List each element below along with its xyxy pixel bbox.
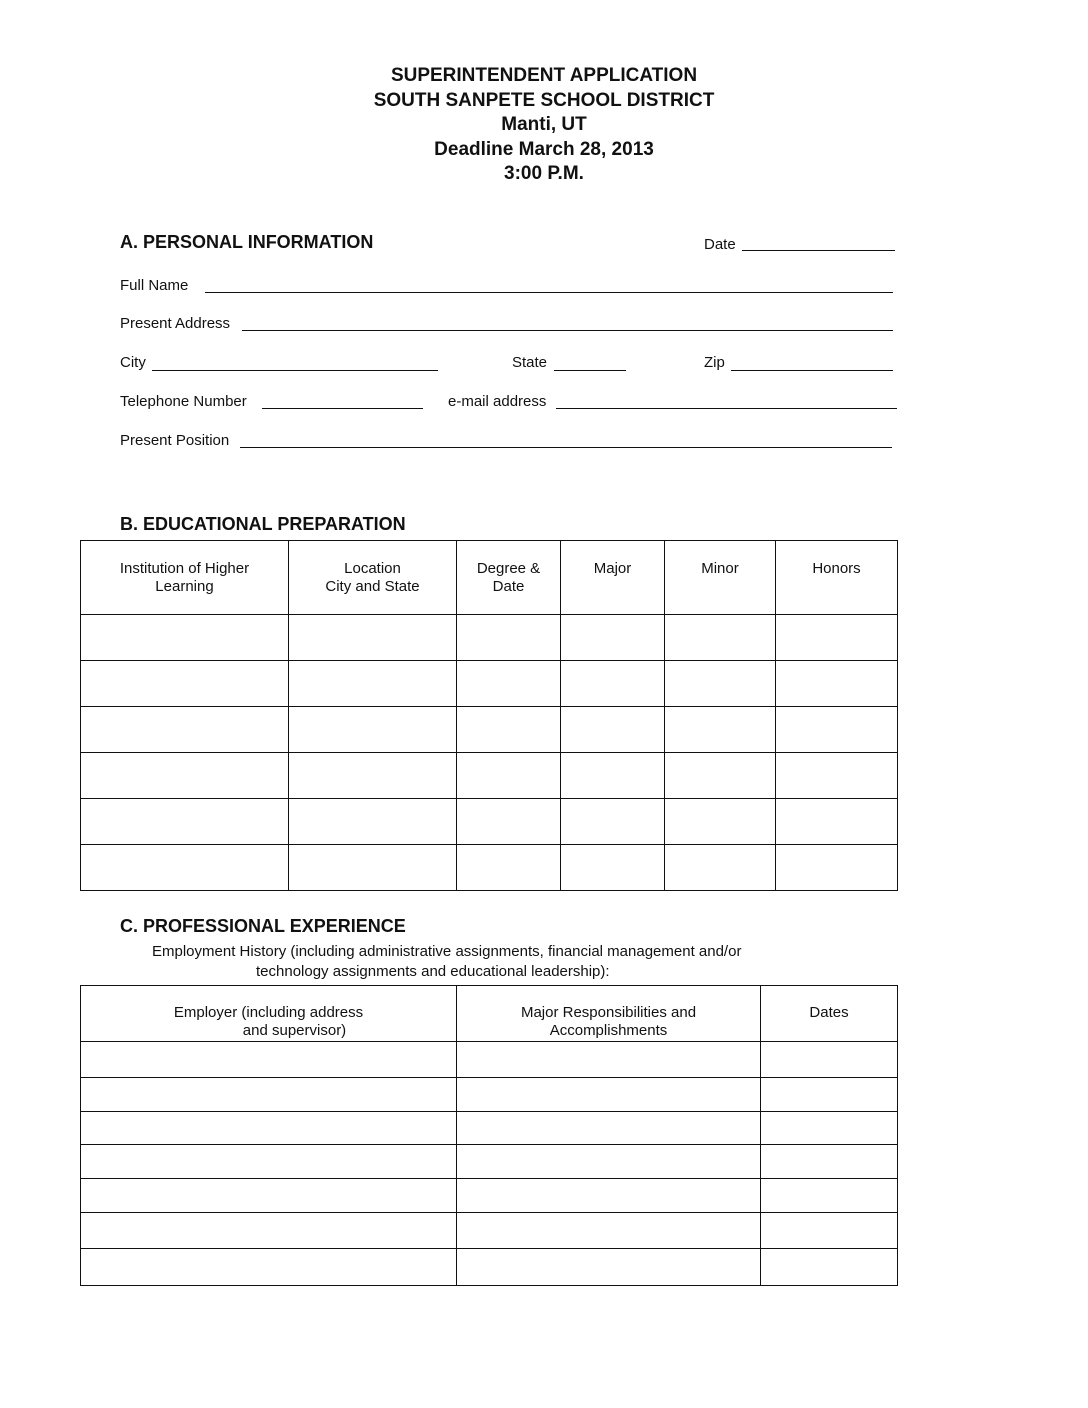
education-cell[interactable]: [289, 615, 457, 661]
present-position-label: Present Position: [120, 432, 230, 449]
education-cell[interactable]: [457, 799, 561, 845]
column-header-institution: Institution of Higher Learning: [81, 541, 289, 615]
employment-cell[interactable]: [457, 1042, 761, 1078]
education-row: [81, 753, 898, 799]
telephone-field[interactable]: [262, 408, 423, 409]
column-header-minor: Minor: [665, 541, 776, 615]
employment-cell[interactable]: [81, 1078, 457, 1112]
state-field[interactable]: [554, 370, 626, 371]
section-b-title: B. EDUCATIONAL PREPARATION: [120, 514, 406, 534]
education-cell[interactable]: [289, 799, 457, 845]
column-header-degree-date: Degree & Date: [457, 541, 561, 615]
employment-cell[interactable]: [81, 1042, 457, 1078]
education-cell[interactable]: [665, 707, 776, 753]
education-cell[interactable]: [81, 799, 289, 845]
education-header-row: [81, 541, 898, 615]
section-c-title: C. PROFESSIONAL EXPERIENCE: [120, 916, 406, 936]
education-cell[interactable]: [776, 799, 898, 845]
employment-cell[interactable]: [761, 1213, 898, 1249]
email-label: e-mail address: [448, 393, 547, 410]
education-cell[interactable]: [561, 845, 665, 891]
education-cell[interactable]: [561, 707, 665, 753]
education-cell[interactable]: [561, 799, 665, 845]
employment-cell[interactable]: [457, 1145, 761, 1179]
education-cell[interactable]: [81, 661, 289, 707]
employment-header-row: [81, 986, 898, 1042]
education-cell[interactable]: [289, 661, 457, 707]
section-c-subtitle-line1: Employment History (including administrative assignments, financial management and/or: [152, 943, 742, 960]
employment-cell[interactable]: [761, 1145, 898, 1179]
employment-row: [81, 1179, 898, 1213]
education-cell[interactable]: [81, 753, 289, 799]
education-cell[interactable]: [81, 615, 289, 661]
employment-row: [81, 1249, 898, 1286]
present-address-label: Present Address: [120, 315, 231, 332]
education-cell[interactable]: [457, 753, 561, 799]
education-row: [81, 707, 898, 753]
education-cell[interactable]: [81, 845, 289, 891]
education-cell[interactable]: [457, 707, 561, 753]
document-header: [0, 64, 1088, 187]
column-header-honors: Honors: [776, 541, 898, 615]
full-name-label: Full Name: [120, 277, 189, 294]
employment-cell[interactable]: [81, 1179, 457, 1213]
education-row: [81, 615, 898, 661]
education-cell[interactable]: [776, 615, 898, 661]
column-header-responsibilities: Major Responsibilities and Accomplishments: [457, 986, 761, 1042]
employment-cell[interactable]: [761, 1179, 898, 1213]
employment-cell[interactable]: [761, 1042, 898, 1078]
header-district: SOUTH SANPETE SCHOOL DISTRICT: [373, 89, 715, 111]
email-field[interactable]: [556, 408, 897, 409]
employment-cell[interactable]: [81, 1145, 457, 1179]
education-cell[interactable]: [561, 661, 665, 707]
education-cell[interactable]: [289, 845, 457, 891]
employment-cell[interactable]: [81, 1249, 457, 1286]
education-row: [81, 661, 898, 707]
column-header-location: Location City and State: [289, 541, 457, 615]
telephone-label: Telephone Number: [120, 393, 247, 410]
date-label: Date: [704, 236, 736, 253]
employment-row: [81, 1145, 898, 1179]
education-cell[interactable]: [561, 615, 665, 661]
employment-cell[interactable]: [81, 1112, 457, 1145]
education-cell[interactable]: [561, 753, 665, 799]
education-cell[interactable]: [457, 845, 561, 891]
city-label: City: [120, 354, 146, 371]
education-row: [81, 845, 898, 891]
column-header-dates: Dates: [761, 986, 898, 1042]
employment-cell[interactable]: [457, 1249, 761, 1286]
zip-field[interactable]: [731, 370, 893, 371]
education-cell[interactable]: [665, 845, 776, 891]
employment-cell[interactable]: [457, 1213, 761, 1249]
education-table: [80, 540, 898, 891]
present-address-field[interactable]: [242, 330, 893, 331]
education-cell[interactable]: [457, 615, 561, 661]
column-header-employer: Employer (including address and supervisor): [81, 986, 457, 1042]
header-deadline-time: 3:00 P.M.: [504, 163, 584, 184]
employment-row: [81, 1112, 898, 1145]
employment-cell[interactable]: [457, 1078, 761, 1112]
education-cell[interactable]: [776, 707, 898, 753]
date-field[interactable]: [742, 250, 895, 251]
education-cell[interactable]: [776, 753, 898, 799]
header-title: SUPERINTENDENT APPLICATION: [390, 65, 698, 86]
employment-row: [81, 1042, 898, 1078]
employment-cell[interactable]: [761, 1249, 898, 1286]
column-header-major: Major: [561, 541, 665, 615]
education-cell[interactable]: [665, 661, 776, 707]
education-cell[interactable]: [776, 661, 898, 707]
education-cell[interactable]: [81, 707, 289, 753]
header-location: Manti, UT: [501, 114, 587, 135]
section-c-subtitle-line2: technology assignments and educational leadership):: [256, 963, 610, 980]
employment-row: [81, 1213, 898, 1249]
education-cell[interactable]: [776, 845, 898, 891]
present-position-field[interactable]: [240, 447, 892, 448]
zip-label: Zip: [704, 354, 725, 371]
full-name-field[interactable]: [205, 292, 893, 293]
employment-cell[interactable]: [457, 1112, 761, 1145]
state-label: State: [512, 354, 548, 371]
city-field[interactable]: [152, 370, 438, 371]
employment-cell[interactable]: [457, 1179, 761, 1213]
employment-cell[interactable]: [81, 1213, 457, 1249]
education-cell[interactable]: [665, 799, 776, 845]
education-cell[interactable]: [289, 707, 457, 753]
education-row: [81, 799, 898, 845]
education-cell[interactable]: [665, 615, 776, 661]
employment-row: [81, 1078, 898, 1112]
education-cell[interactable]: [457, 661, 561, 707]
education-cell[interactable]: [289, 753, 457, 799]
section-a-title: A. PERSONAL INFORMATION: [120, 232, 374, 252]
employment-cell[interactable]: [761, 1112, 898, 1145]
education-cell[interactable]: [665, 753, 776, 799]
employment-table: [80, 985, 898, 1286]
employment-cell[interactable]: [761, 1078, 898, 1112]
header-deadline: Deadline March 28, 2013: [434, 138, 654, 160]
